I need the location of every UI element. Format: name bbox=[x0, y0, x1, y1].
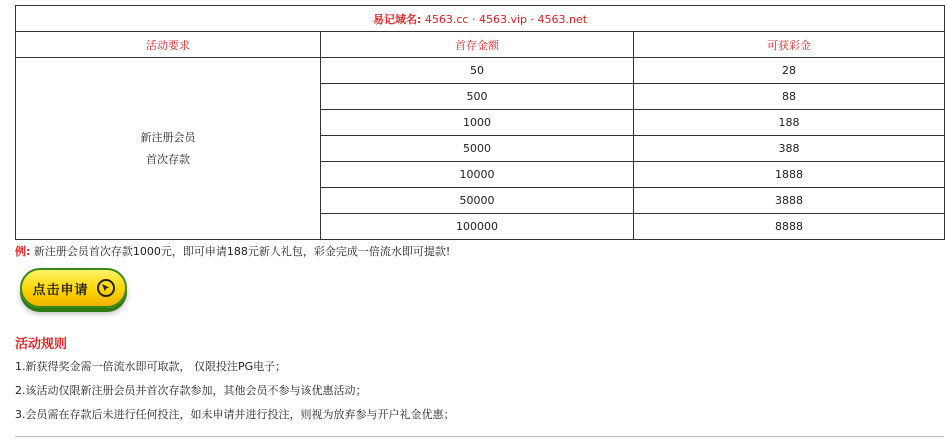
example-note bbox=[15, 243, 450, 259]
example-text: 新注册会员首次存款1000元，即可申请188元新人礼包，彩金完成一倍流水即可提款! bbox=[33, 245, 451, 258]
rule-item: 3.会员需在存款后未进行任何投注，如未申请并进行投注，则视为放弃参与开户礼金优惠； bbox=[15, 408, 455, 421]
table-header-row bbox=[16, 32, 945, 58]
rules-title: 活动规则 bbox=[15, 337, 68, 352]
header-bonus: 可获彩金 bbox=[634, 32, 945, 58]
rule-item: 1.新获得奖金需一倍流水即可取款， 仅限投注PG电子； bbox=[15, 360, 287, 373]
requirement-line: 首次存款 bbox=[146, 152, 190, 166]
requirement-cell bbox=[16, 58, 321, 240]
deposit-cell: 100000 bbox=[321, 214, 634, 240]
deposit-cell: 50 bbox=[321, 58, 634, 84]
bonus-cell: 388 bbox=[634, 136, 945, 162]
example-label: 例: bbox=[15, 245, 31, 258]
divider bbox=[15, 436, 944, 437]
domain-label: 易记域名: bbox=[372, 12, 422, 26]
header-requirement: 活动要求 bbox=[16, 32, 321, 58]
apply-button[interactable] bbox=[20, 268, 127, 308]
deposit-cell: 1000 bbox=[321, 110, 634, 136]
bonus-cell: 8888 bbox=[634, 214, 945, 240]
rules-list bbox=[15, 360, 455, 432]
apply-button-label: 点击申请 bbox=[32, 282, 89, 298]
bonus-cell: 188 bbox=[634, 110, 945, 136]
bonus-cell: 3888 bbox=[634, 188, 945, 214]
requirement-line: 新注册会员 bbox=[140, 130, 196, 144]
cursor-icon bbox=[97, 279, 115, 297]
bonus-cell: 88 bbox=[634, 84, 945, 110]
domain-row bbox=[16, 6, 945, 32]
header-deposit: 首存金额 bbox=[321, 32, 634, 58]
bonus-cell: 1888 bbox=[634, 162, 945, 188]
deposit-cell: 50000 bbox=[321, 188, 634, 214]
bonus-cell: 28 bbox=[634, 58, 945, 84]
deposit-cell: 10000 bbox=[321, 162, 634, 188]
rule-item: 2.该活动仅限新注册会员并首次存款参加，其他会员不参与该优惠活动； bbox=[15, 384, 367, 397]
table-row bbox=[16, 58, 945, 84]
deposit-cell: 5000 bbox=[321, 136, 634, 162]
domain-list[interactable]: 4563.cc · 4563.vip · 4563.net bbox=[424, 12, 588, 26]
deposit-cell: 500 bbox=[321, 84, 634, 110]
promo-table bbox=[15, 5, 945, 240]
